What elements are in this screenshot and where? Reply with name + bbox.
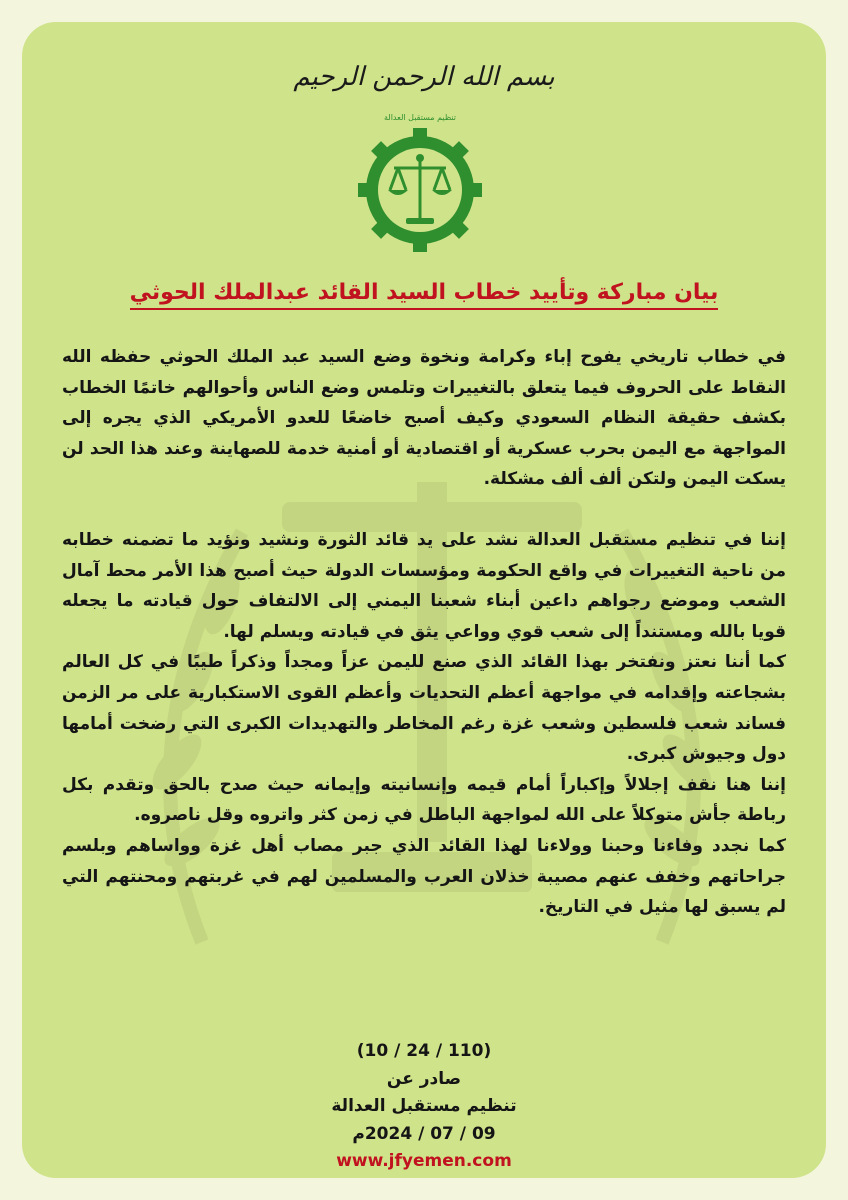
issue-date: 09 / 07 / 2024م (352, 1123, 496, 1144)
paragraph-3: كما أننا نعتز ونفتخر بهذا القائد الذي صنع لليمن عزاً ومجداً وذكراً طيبًا في كل العالم بشجاعته وإقدامه في مواجهة أعظم التحديات وأعظم القوى الاستكبارية على مر الزمن فساند شعب فلسطين وشعب غزة رغم المخاطر والتهديدات الكبرى التي رضخت أمامها دول وجيوش كبرى. (62, 652, 786, 765)
paragraph-5: كما نجدد وفاءنا وحبنا وولاءنا لهذا القائد الذي جبر مصاب أهل غزة وواساهم وبلسم جراحاتهم وخفف عنهم مصيبة خذلان العرب والمسلمين لهم في غربتهم ومحنتهم التي لم يسبق لها مثيل في التاريخ. (62, 835, 786, 918)
scales-of-justice-logo (350, 108, 490, 258)
paragraph-4: إننا هنا نقف إجلالاً وإكباراً أمام قيمه وإنسانيته وإيمانه حيث صدح بالحق وتقدم بكل رباطة جأش متوكلاً على الله لمواجهة الباطل في زمن كثر واتروه وقل ناصروه. (62, 774, 786, 826)
paragraph-1: في خطاب تاريخي يفوح إباء وكرامة ونخوة وضع السيد عبد الملك الحوثي حفظه الله النقاط على الحروف فيما يتعلق بالتغييرات وتلمس وضع الناس وأحوالهم خاتمًا الخطاب بكشف حقيقة النظام السعودي وكيف أصبح خاضعًا للعدو الأمريكي الذي يجره إلى المواجهة مع اليمن بحرب عسكرية أو اقتصادية أو أمنية خدمة للصهاينة وعند هذا الحد لن يسكت اليمن ولتكن ألف ألف مشكلة. (62, 347, 786, 490)
statement-title (22, 280, 826, 305)
statement-footer (22, 1038, 826, 1176)
reference-number: (110 / 24 / 10) (356, 1041, 492, 1061)
statement-card (22, 22, 826, 1178)
issued-by-label: صادر عن (386, 1068, 462, 1089)
statement-body (62, 342, 786, 923)
statement-title-text: بيان مباركة وتأييد خطاب السيد القائد عبدالملك الحوثي (130, 280, 719, 310)
website-link[interactable]: www.jfyemen.com (336, 1151, 512, 1171)
paragraph-2: إننا في تنظيم مستقبل العدالة نشد على يد قائد الثورة ونشيد ونؤيد ما تضمنه خطابه من ناحية التغييرات في واقع الحكومة ومؤسسات الدولة حيث أصبح هذا الأمر محط آمال الشعب وموضع رجواهم داعين أبناء شعبنا اليمني إلى الالتفاف حول قيادته ما يجعله قويا بالله ومستنداً إلى شعب قوي وواعي يثق في قيادته ويسلم لها. (62, 529, 786, 642)
organization-name: تنظيم مستقبل العدالة (331, 1096, 517, 1116)
logo-caption: تنظيم مستقبل العدالة (383, 113, 457, 122)
basmala-calligraphy: بسم الله الرحمن الرحيم (293, 62, 555, 92)
